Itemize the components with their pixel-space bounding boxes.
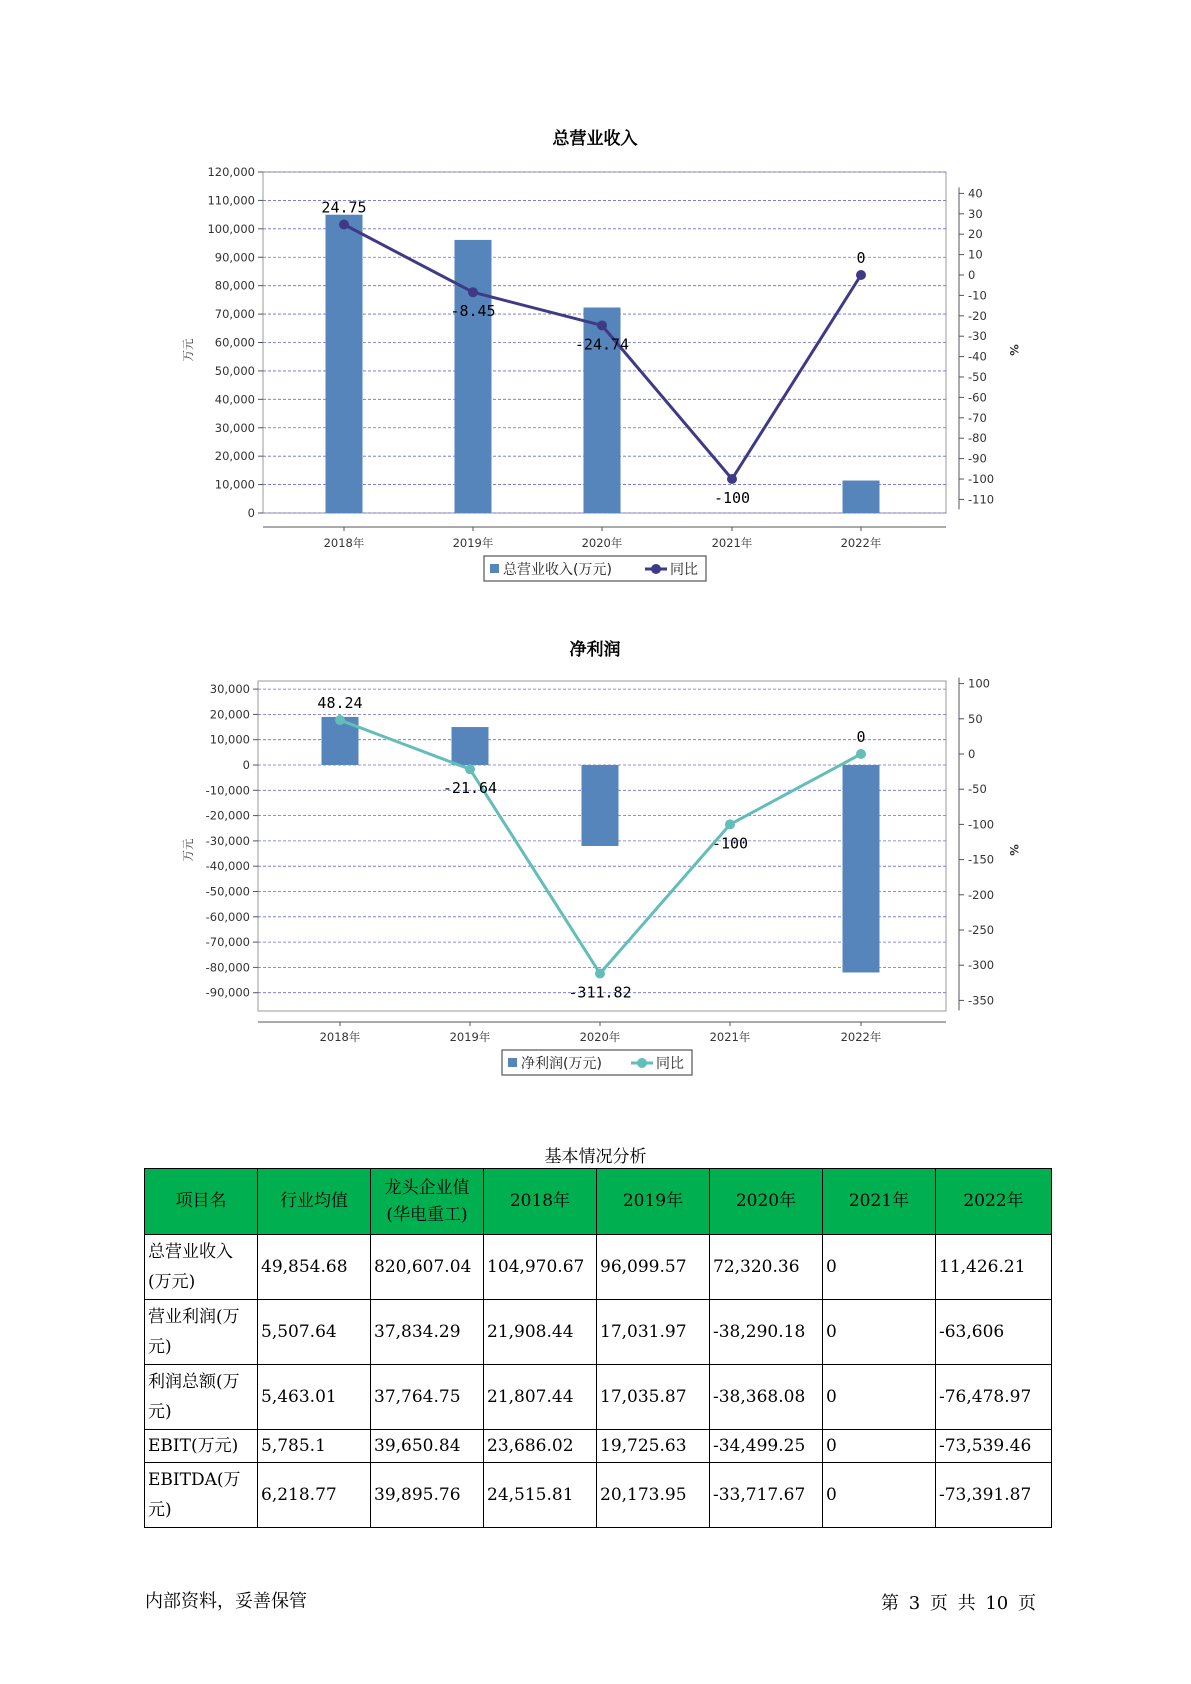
bar: [326, 215, 363, 513]
line-point: [465, 764, 475, 774]
basic-analysis-table: [144, 1168, 1052, 1528]
y2-tick-label: -70: [968, 410, 987, 425]
y2-tick-label: -80: [968, 431, 987, 446]
revenue-chart: [0, 120, 1191, 600]
table-header-cell: 2020年: [710, 1169, 823, 1235]
y2-tick-label: -110: [968, 492, 995, 507]
bar: [455, 240, 492, 513]
y2-tick-label: -250: [968, 923, 995, 937]
table-row: [145, 1365, 1052, 1430]
table-cell: -76,478.97: [936, 1365, 1052, 1430]
y-tick-label: 20,000: [209, 707, 250, 722]
table-cell: -73,539.46: [936, 1430, 1052, 1463]
y2-tick-label: 0: [968, 747, 976, 761]
y-tick-label: 10,000: [209, 732, 250, 747]
y2-tick-label: 30: [968, 206, 983, 221]
y-tick-label: -90,000: [205, 985, 250, 1000]
x-tick-label: 2022年: [840, 536, 882, 550]
table-cell: 820,607.04: [371, 1235, 484, 1300]
table-cell: 24,515.81: [484, 1463, 597, 1528]
x-tick-label: 2020年: [579, 1030, 621, 1044]
data-label: -21.64: [442, 779, 498, 798]
y2-tick-label: -300: [968, 958, 995, 973]
line-point: [856, 749, 866, 759]
data-label: -100: [713, 489, 751, 507]
y-axis-label: 万元: [181, 838, 195, 862]
table-cell: 39,895.76: [371, 1463, 484, 1528]
y2-tick-label: 10: [968, 247, 983, 262]
table-cell: 104,970.67: [484, 1235, 597, 1300]
y-tick-label: -20,000: [205, 808, 250, 823]
y-tick-label: 110,000: [207, 193, 255, 208]
bar: [582, 765, 619, 846]
table-cell: 21,807.44: [484, 1365, 597, 1430]
table-header-cell: 行业均值: [258, 1169, 371, 1235]
bar: [843, 765, 880, 972]
y2-tick-label: -50: [968, 782, 987, 797]
y-tick-label: 0: [242, 758, 250, 772]
y2-tick-label: -90: [968, 451, 987, 466]
table-cell: 96,099.57: [597, 1235, 710, 1300]
y-tick-label: -40,000: [205, 859, 250, 874]
line-point: [595, 969, 605, 979]
y2-tick-label: 100: [968, 676, 990, 691]
table-cell: 21,908.44: [484, 1300, 597, 1365]
data-label: 48.24: [317, 694, 363, 713]
table-header-cell: 2021年: [823, 1169, 936, 1235]
net-profit-chart: [0, 630, 1191, 1100]
table-cell: 37,764.75: [371, 1365, 484, 1430]
table-cell: 37,834.29: [371, 1300, 484, 1365]
x-tick-label: 2021年: [709, 1030, 751, 1044]
bar: [843, 481, 880, 513]
y2-tick-label: -40: [968, 349, 987, 364]
y-tick-label: 40,000: [214, 392, 255, 407]
line-point: [468, 287, 478, 297]
x-tick-label: 2021年: [711, 536, 753, 550]
table-cell: 0: [823, 1430, 936, 1463]
row-name-cell: 利润总额(万元): [145, 1365, 258, 1430]
y-tick-label: -10,000: [205, 783, 250, 798]
row-name-cell: 营业利润(万元): [145, 1300, 258, 1365]
y-tick-label: 30,000: [209, 682, 250, 697]
table-cell: 6,218.77: [258, 1463, 371, 1528]
table-header-cell: 2018年: [484, 1169, 597, 1235]
y-tick-label: 30,000: [214, 420, 255, 435]
y2-tick-label: -200: [968, 887, 995, 902]
y2-tick-label: -20: [968, 308, 987, 323]
y2-tick-label: 40: [968, 186, 983, 201]
y-tick-label: 90,000: [214, 250, 255, 265]
table-cell: 19,725.63: [597, 1430, 710, 1463]
line-point: [335, 715, 345, 725]
y-tick-label: 10,000: [214, 477, 255, 492]
y-axis-label: 万元: [181, 338, 195, 362]
legend-line-label: 同比: [656, 1056, 684, 1072]
data-label: 24.75: [321, 198, 367, 217]
line-series: [340, 720, 861, 973]
table-cell: 23,686.02: [484, 1430, 597, 1463]
table-header-cell: 2022年: [936, 1169, 1052, 1235]
y-tick-label: 50,000: [214, 363, 255, 378]
legend-bar-label: 净利润(万元): [521, 1056, 602, 1072]
y2-tick-label: 50: [968, 711, 983, 726]
x-tick-label: 2019年: [452, 536, 494, 550]
line-point: [339, 220, 349, 230]
table-cell: -73,391.87: [936, 1463, 1052, 1528]
table-cell: 0: [823, 1300, 936, 1365]
data-label: 0: [856, 249, 866, 267]
x-tick-label: 2020年: [581, 536, 623, 550]
table-cell: 5,785.1: [258, 1430, 371, 1463]
y2-tick-label: -30: [968, 329, 987, 344]
y-tick-label: 60,000: [214, 335, 255, 350]
table-header-row: [145, 1169, 1052, 1235]
table-cell: -38,290.18: [710, 1300, 823, 1365]
footer-confidential: 内部资料，妥善保管: [145, 1591, 307, 1612]
bar: [452, 727, 489, 765]
table-header-cell: 2019年: [597, 1169, 710, 1235]
x-tick-label: 2018年: [319, 1030, 361, 1044]
y-tick-label: -30,000: [205, 833, 250, 848]
chart-title: 净利润: [569, 640, 621, 660]
y-tick-label: 80,000: [214, 278, 255, 293]
table-header-cell: 项目名: [145, 1169, 258, 1235]
table-cell: 17,031.97: [597, 1300, 710, 1365]
table-cell: 0: [823, 1463, 936, 1528]
y2-tick-label: 0: [968, 268, 976, 282]
data-label: -311.82: [568, 983, 632, 1002]
table-cell: -33,717.67: [710, 1463, 823, 1528]
table-cell: 20,173.95: [597, 1463, 710, 1528]
data-label: -24.74: [574, 335, 630, 354]
y-tick-label: 70,000: [214, 307, 255, 322]
y2-tick-label: -150: [968, 852, 995, 867]
table-row: [145, 1300, 1052, 1365]
table-header-cell: 龙头企业值(华电重工): [371, 1169, 484, 1235]
y-tick-label: -80,000: [205, 960, 250, 975]
legend-bar-swatch: [490, 564, 499, 573]
legend-line-label: 同比: [670, 562, 698, 578]
footer-page-number: 第 3 页 共 10 页: [881, 1593, 1036, 1614]
legend-line-marker: [637, 1058, 647, 1068]
x-tick-label: 2018年: [323, 536, 365, 550]
data-label: -100: [711, 834, 749, 853]
table-row: [145, 1235, 1052, 1300]
data-label: 0: [856, 728, 866, 746]
x-tick-label: 2022年: [840, 1030, 882, 1044]
table-cell: -38,368.08: [710, 1365, 823, 1430]
table-cell: 49,854.68: [258, 1235, 371, 1300]
x-tick-label: 2019年: [449, 1030, 491, 1044]
y2-tick-label: -350: [968, 993, 995, 1008]
table-cell: -34,499.25: [710, 1430, 823, 1463]
line-point: [597, 320, 607, 330]
y-tick-label: 0: [247, 506, 255, 520]
y2-axis-label: %: [1007, 344, 1021, 356]
table-row: [145, 1430, 1052, 1463]
table-cell: 17,035.87: [597, 1365, 710, 1430]
line-point: [856, 270, 866, 280]
y2-axis-label: %: [1007, 844, 1021, 856]
legend-bar-label: 总营业收入(万元): [503, 562, 612, 578]
legend-line-marker: [651, 564, 661, 574]
table-cell: 0: [823, 1235, 936, 1300]
table-cell: 72,320.36: [710, 1235, 823, 1300]
table-cell: 5,463.01: [258, 1365, 371, 1430]
y2-tick-label: -100: [968, 472, 995, 486]
row-name-cell: EBIT(万元): [145, 1430, 258, 1463]
row-name-cell: 总营业收入(万元): [145, 1235, 258, 1300]
row-name-cell: EBITDA(万元): [145, 1463, 258, 1528]
y2-tick-label: -50: [968, 370, 987, 384]
legend-bar-swatch: [508, 1058, 517, 1067]
y-tick-label: 100,000: [207, 221, 255, 236]
line-point: [727, 474, 737, 484]
chart-title: 总营业收入: [552, 129, 638, 149]
y-tick-label: 20,000: [214, 449, 255, 464]
table-title: 基本情况分析: [544, 1147, 647, 1167]
table-cell: 11,426.21: [936, 1235, 1052, 1300]
y-tick-label: -60,000: [205, 909, 250, 924]
table-row: [145, 1463, 1052, 1528]
y-tick-label: 120,000: [207, 165, 255, 179]
y2-tick-label: -60: [968, 390, 987, 405]
y-tick-label: -70,000: [205, 935, 250, 950]
data-label: -8.45: [450, 302, 496, 321]
y-tick-label: -50,000: [205, 884, 250, 899]
line-point: [725, 819, 735, 829]
table-cell: 5,507.64: [258, 1300, 371, 1365]
table-cell: -63,606: [936, 1300, 1052, 1365]
table-cell: 0: [823, 1365, 936, 1430]
y2-tick-label: 20: [968, 227, 983, 242]
y2-tick-label: -100: [968, 817, 995, 832]
table-cell: 39,650.84: [371, 1430, 484, 1463]
y2-tick-label: -10: [968, 288, 987, 303]
